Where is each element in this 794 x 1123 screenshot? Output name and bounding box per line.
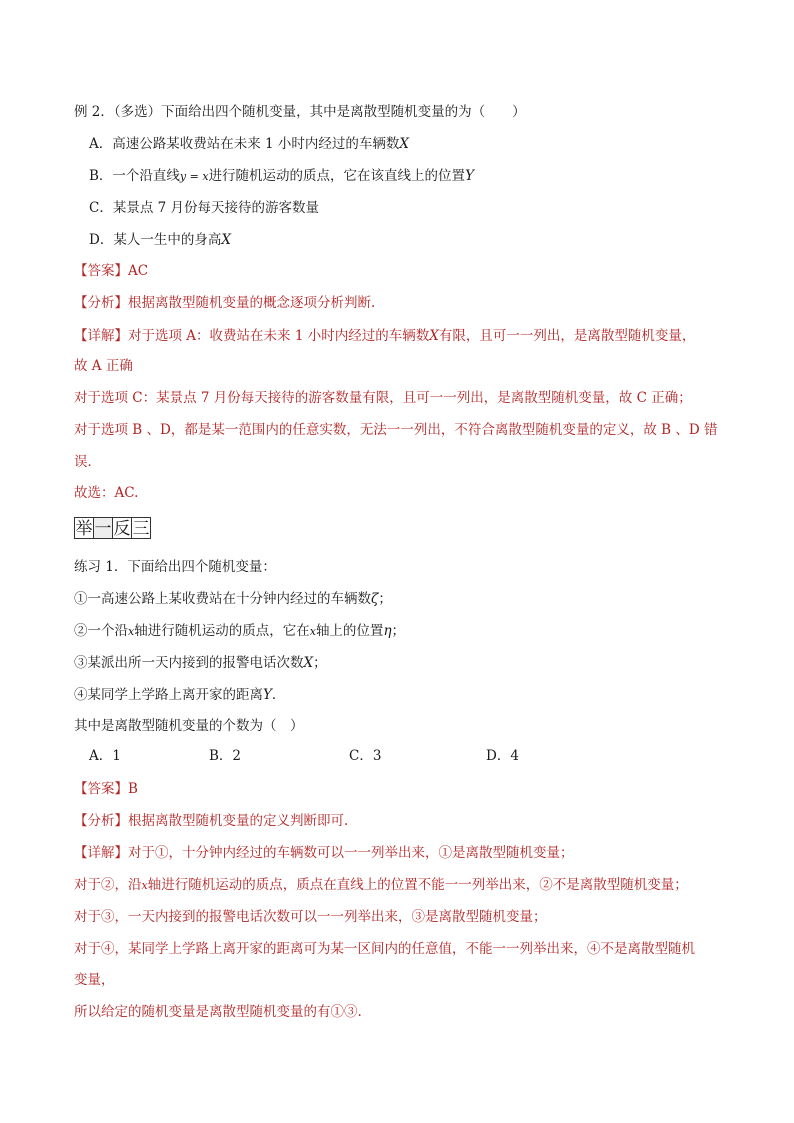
example-detail-3-cont: 误．: [74, 454, 101, 470]
section-char-2: 一: [94, 519, 112, 539]
section-char-1: 举: [75, 519, 93, 539]
exercise-question: 练习 1．下面给出四个随机变量：: [74, 559, 276, 575]
exercise-detail-2: 对于②，沿x轴进行随机运动的质点，质点在直线上的位置不能一一列举出来，②不是离散型随机变量；: [74, 877, 688, 893]
section-heading: [74, 517, 150, 539]
exercise-analysis: 【分析】根据离散型随机变量的定义判断即可.: [74, 813, 349, 829]
exercise-detail-4-cont: 变量，: [74, 972, 115, 988]
choice-c: C．3: [349, 748, 382, 764]
example-detail-1-cont: 故 A 正确: [74, 358, 133, 374]
choice-b: B．2: [209, 748, 242, 764]
exercise-detail-1: 【详解】对于①，十分钟内经过的车辆数可以一一列举出来，①是离散型随机变量；: [74, 845, 574, 861]
example-analysis: 【分析】根据离散型随机变量的概念逐项分析判断.: [74, 295, 376, 311]
example-answer: 【答案】AC: [74, 263, 149, 279]
exercise-detail-3: 对于③，一天内接到的报警电话次数可以一一列举出来，③是离散型随机变量；: [74, 909, 547, 925]
option-b: B．一个沿直线y = x进行随机运动的质点，它在该直线上的位置Y: [89, 168, 474, 184]
choice-a: A．1: [89, 748, 121, 764]
section-char-3: 反: [113, 519, 131, 539]
choice-d: D．4: [486, 748, 519, 764]
exercise-detail-4: 对于④，某同学上学路上离开家的距离可为某一区间内的任意值，不能一一列举出来，④不是离散型随机: [74, 941, 695, 957]
example-detail-3: 对于选项 B 、D，都是某一范围内的任意实数，无法一一列出，不符合离散型随机变量的定义，故 B 、D 错: [74, 422, 718, 438]
exercise-final: 所以给定的随机变量是离散型随机变量的有①③.: [74, 1004, 362, 1020]
option-d: D．某人一生中的身高X: [89, 232, 231, 248]
example-conclusion: 故选：AC.: [74, 485, 139, 501]
exercise-ask: 其中是离散型随机变量的个数为（ ）: [74, 718, 304, 734]
exercise-item-2: ②一个沿x轴进行随机运动的质点，它在x轴上的位置η；: [74, 623, 406, 639]
exercise-item-4: ④某同学上学路上离开家的距离Y．: [74, 687, 286, 703]
option-c: C．某景点 7 月份每天接待的游客数量: [89, 200, 320, 216]
section-char-4: 三: [132, 519, 150, 539]
example-detail-2: 对于选项 C：某景点 7 月份每天接待的游客数量有限，且可一一列出，是离散型随机变量，故 C 正确；: [74, 390, 692, 406]
exercise-item-3: ③某派出所一天内接到的报警电话次数X；: [74, 655, 327, 671]
example-question: 例 2．（多选）下面给出四个随机变量，其中是离散型随机变量的为（ ）: [74, 104, 526, 120]
exercise-item-1: ①一高速公路上某收费站在十分钟内经过的车辆数ζ；: [74, 591, 392, 607]
option-a: A．高速公路某收费站在未来 1 小时内经过的车辆数X: [89, 136, 410, 152]
exercise-answer: 【答案】B: [74, 781, 138, 797]
example-detail-1: 【详解】对于选项 A：收费站在未来 1 小时内经过的车辆数X有限，且可一一列出，是离散型随机变量，: [74, 328, 696, 344]
